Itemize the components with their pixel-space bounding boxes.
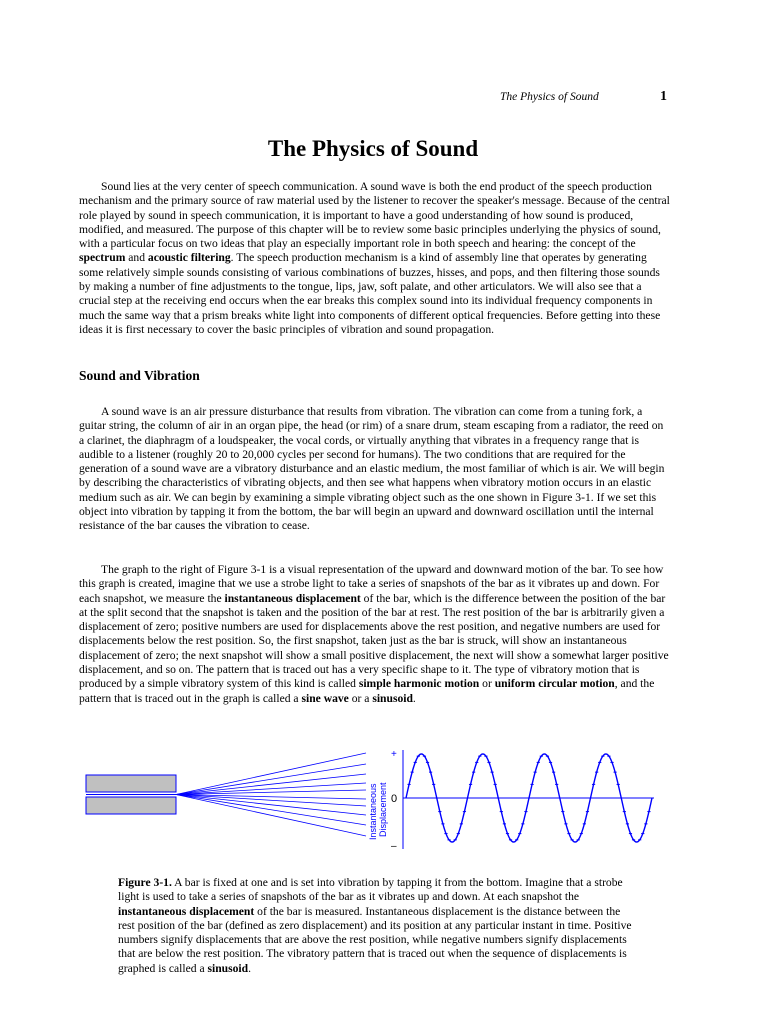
intro-text-1: Sound lies at the very center of speech communication. A sound wave is both the end product of the speech production mechanism and the primary source of raw material used by the listener to recover the speaker's message. Because of the central role played by sound in speech communication, it is important to have a good understanding of how sound is produced, modified, and measured. The purpose of this chapter will be to review some basic principles underlying the physics of sound, with a particular focus on two ideas that play an especially important role in both speech and hearing: the concept of the	[79, 180, 670, 251]
graph-text-2: of the bar, which is the difference between the position of the bar at the split second that the snapshot is taken and the position of the bar at rest. The rest position of the bar is arbitrarily given a displacement of zero; positive numbers are used for displacements above the rest position, and negative numbers are used for displacements below the rest position. So, the first snapshot, taken just as the bar is struck, will show an instantaneous displacement of zero; the next snapshot will show a small positive displacement, the next will show a somewhat larger positive displacement, and so on. The pattern that is traced out has a very specific shape to it. The type of vibratory motion that is produced by a simple vibratory system of this kind is called	[79, 591, 669, 691]
caption-term-sinusoid: sinusoid	[207, 961, 249, 975]
fan-line	[176, 795, 366, 807]
figure-graphic	[84, 745, 664, 857]
caption-term-instantaneous-displacement: instantaneous displacement	[118, 904, 255, 918]
graph-text-3: or	[479, 677, 495, 691]
term-sinusoid: sinusoid	[372, 691, 413, 705]
tick-minus: –	[391, 841, 397, 852]
term-uniform-circular-motion: uniform circular motion	[494, 677, 615, 691]
figure-3-1	[84, 745, 664, 857]
graph-text-1: The graph to the right of Figure 3-1 is a visual representation of the upward and downward motion of the bar. To see how this graph is created, imagine that we use a strobe light to take a series of snapshots of the bar as it vibrates up and down. For each snapshot, we measure the	[79, 563, 664, 605]
fan-line	[176, 795, 366, 826]
caption-label: Figure 3-1.	[118, 876, 172, 889]
term-simple-harmonic-motion: simple harmonic motion	[358, 677, 480, 691]
fan-line	[176, 774, 366, 795]
bar-upper-half	[86, 775, 176, 792]
term-instantaneous-displacement: instantaneous displacement	[224, 591, 361, 605]
graph-text-4: , and the pattern that is traced out in the graph is called a	[79, 677, 655, 705]
running-head-title: The Physics of Sound	[500, 91, 599, 103]
page-title: The Physics of Sound	[267, 136, 479, 161]
tick-plus: +	[391, 749, 397, 760]
intro-text-3: . The speech production mechanism is a kind of assembly line that operates by generating some relatively simple sounds consisting of various combinations of buzzes, hisses, and pops, and then filtering those sounds by making a number of fine adjustments to the tongue, lips, jaw, soft palate, and other articulators. We will also see that a crucial step at the receiving end occurs when the ear breaks this complex sound into its individual frequency components in much the same way that a prism breaks white light into components of different optical frequencies. Before getting into these ideas it is first necessary to cover the basic principles of vibration and sound propagation.	[79, 251, 661, 336]
fan-line	[176, 753, 366, 795]
graph-text-6: .	[412, 691, 416, 705]
tick-zero: 0	[391, 793, 398, 805]
intro-paragraph	[79, 180, 671, 337]
y-axis-label-line1: Instantaneous	[368, 783, 378, 840]
fan-line	[176, 783, 366, 795]
vibration-paragraph: A sound wave is an air pressure disturbance that results from vibration. The vibration can come from a tuning fork, a guitar string, the column of air in an organ pipe, the head (or rim) of a snare drum, steam escaping from a radiator, the reed on a clarinet, the diaphragm of a loudspeaker, the vocal cords, or virtually anything that vibrates in a frequency range that is audible to a listener (roughly 20 to 20,000 cycles per second for humans). The two conditions that are required for the generation of a sound wave are a vibratory disturbance and an elastic medium, the most familiar of which is air. We will begin by describing the characteristics of vibrating objects, and then see what happens when vibratory motion occurs in an elastic medium such as air. We can begin by examining a simple vibrating object such as the one shown in Figure 3-1. If we set this object into vibration by tapping it from the bottom, the bar will begin an upward and downward oscillation until the internal resistance of the bar causes the vibration to cease.	[79, 405, 665, 533]
fan-line	[176, 764, 366, 795]
caption-text-1: A bar is fixed at one and is set into vibration by tapping it from the bottom. Imagine that a strobe light is used to take a series of snapshots of the bar as it vibrates up and down. At each snapshot the	[118, 876, 623, 904]
fan-line	[176, 795, 366, 816]
term-spectrum: spectrum	[79, 251, 126, 265]
term-acoustic-filtering: acoustic filtering	[147, 251, 231, 265]
graph-paragraph	[79, 563, 671, 706]
caption-text-3: .	[248, 961, 252, 975]
page-number: 1	[660, 89, 667, 104]
bar-lower-half	[86, 797, 176, 814]
fan-line	[176, 795, 366, 800]
y-axis-label-line2: Displacement	[378, 782, 388, 837]
caption-text-2: of the bar is measured. Instantaneous displacement is the distance between the rest position of the bar (defined as zero displacement) and its position at any particular instant in time. Positive numbers signify displacements that are above the rest position, while negative numbers signify displacements that are below the rest position. The vibratory pattern that is traced out when the sequence of displacements is graphed is called a	[118, 904, 632, 975]
figure-caption	[118, 876, 632, 976]
graph-text-5: or a	[348, 691, 373, 705]
term-sine-wave: sine wave	[301, 691, 349, 705]
bar-motion-fan	[176, 753, 366, 836]
fan-line	[176, 795, 366, 837]
fan-line	[176, 790, 366, 795]
section-heading: Sound and Vibration	[79, 368, 200, 383]
intro-text-2: and	[125, 251, 148, 265]
